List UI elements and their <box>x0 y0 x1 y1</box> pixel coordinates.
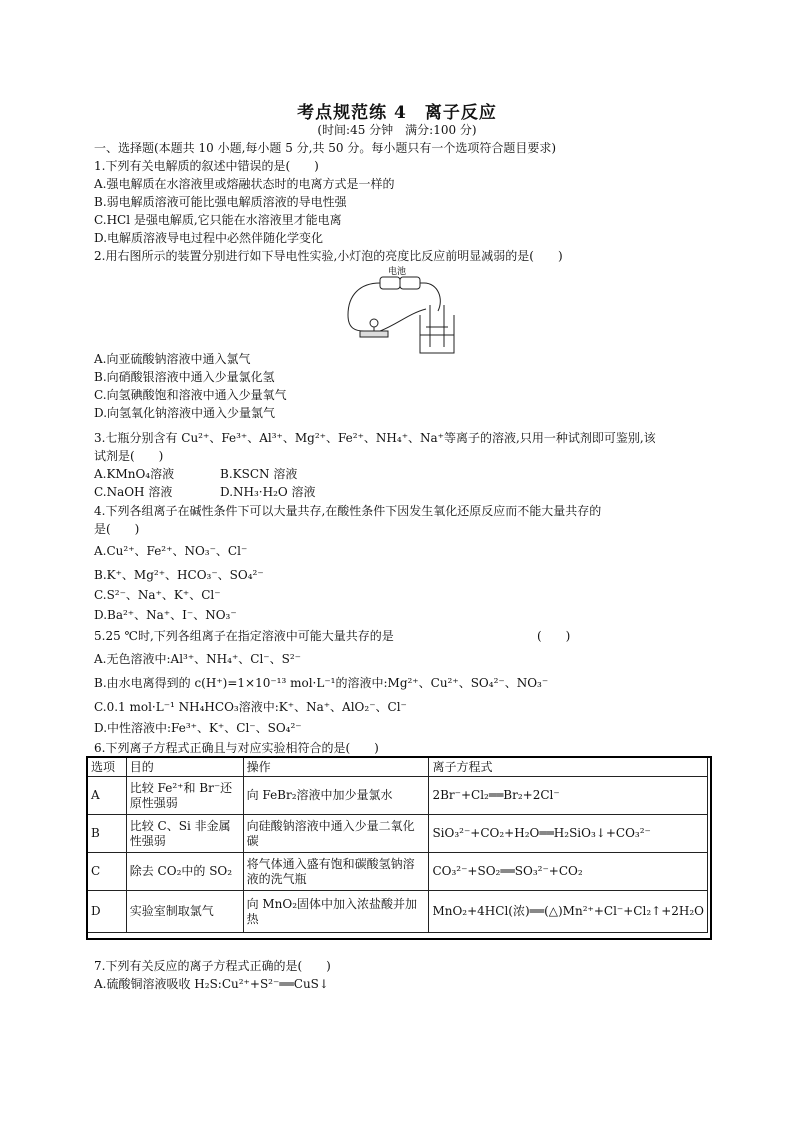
question-5-option-b: B.由水电离得到的 c(H⁺)=1×10⁻¹³ mol·L⁻¹的溶液中:Mg²⁺、Cu²⁺、SO₄²⁻、NO₃⁻ <box>94 676 549 690</box>
circuit-wires <box>348 283 440 331</box>
table-cell: 比较 Fe²⁺和 Br⁻还原性强弱 <box>126 777 243 815</box>
table-cell: 向 MnO₂固体中加入浓盐酸并加热 <box>243 891 429 933</box>
battery-label: 电池 <box>388 267 407 277</box>
question-2-option-a: A.向亚硫酸钠溶液中通入氯气 <box>94 352 251 366</box>
question-2-stem: 2.用右图所示的装置分别进行如下导电性实验,小灯泡的亮度比反应前明显减弱的是( ) <box>94 249 563 263</box>
table-cell: 比较 C、Si 非金属性强弱 <box>126 815 243 853</box>
table-cell: 向硅酸钠溶液中通入少量二氧化碳 <box>243 815 429 853</box>
section-intro: 一、选择题(本题共 10 小题,每小题 5 分,共 50 分。每小题只有一个选项符合题目要求) <box>94 141 557 155</box>
question-4-stem-line-1: 4.下列各组离子在碱性条件下可以大量共存,在酸性条件下因发生氧化还原反应而不能大量共存的 <box>94 504 602 518</box>
question-4-option-c: C.S²⁻、Na⁺、K⁺、Cl⁻ <box>94 588 221 602</box>
table-cell: 向 FeBr₂溶液中加少量氯水 <box>243 777 429 815</box>
lamp-switch-icon <box>360 319 388 337</box>
table-header-row <box>88 758 708 777</box>
table-cell: 实验室制取氯气 <box>126 891 243 933</box>
table-cell: D <box>88 891 127 933</box>
table-cell: A <box>88 777 127 815</box>
question-5-stem: 5.25 ℃时,下列各组离子在指定溶液中可能大量共存的是 <box>94 629 394 643</box>
table-cell: 除去 CO₂中的 SO₂ <box>126 853 243 891</box>
question-7-stem: 7.下列有关反应的离子方程式正确的是( ) <box>94 959 331 973</box>
conductivity-apparatus-diagram <box>346 265 458 357</box>
question-4-option-a: A.Cu²⁺、Fe²⁺、NO₃⁻、Cl⁻ <box>94 544 248 558</box>
question-2-option-d: D.向氢氧化钠溶液中通入少量氯气 <box>94 406 276 420</box>
question-6-stem: 6.下列离子方程式正确且与对应实验相符合的是( ) <box>94 741 379 755</box>
table-header-cell: 目的 <box>126 758 243 777</box>
table-row <box>88 891 708 933</box>
question-1-option-c: C.HCl 是强电解质,它只能在水溶液里才能电离 <box>94 213 342 227</box>
question-1-option-b: B.弱电解质溶液可能比强电解质溶液的导电性强 <box>94 195 347 209</box>
question-4-stem-line-2: 是( ) <box>94 522 140 536</box>
table-header-cell: 操作 <box>243 758 429 777</box>
question-3-stem-line-1: 3.七瓶分别含有 Cu²⁺、Fe³⁺、Al³⁺、Mg²⁺、Fe²⁺、NH₄⁺、Na⁺等离子的溶液,只用一种试剂即可鉴别,该 <box>94 431 656 445</box>
table-cell: 2Br⁻+Cl₂══Br₂+2Cl⁻ <box>429 777 708 815</box>
question-4-option-b: B.K⁺、Mg²⁺、HCO₃⁻、SO₄²⁻ <box>94 568 264 582</box>
table-cell: C <box>88 853 127 891</box>
table-header-cell: 选项 <box>88 758 127 777</box>
table-row <box>88 777 708 815</box>
page-title: 考点规范练 4 离子反应 <box>297 103 497 123</box>
question-1-stem: 1.下列有关电解质的叙述中错误的是( ) <box>94 159 319 173</box>
beaker-icon <box>420 305 454 353</box>
table-cell: 将气体通入盛有饱和碳酸氢钠溶液的洗气瓶 <box>243 853 429 891</box>
battery-icon <box>380 277 424 289</box>
table-cell: B <box>88 815 127 853</box>
question-2-option-c: C.向氢碘酸饱和溶液中通入少量氧气 <box>94 388 287 402</box>
question-4-option-d: D.Ba²⁺、Na⁺、I⁻、NO₃⁻ <box>94 608 237 622</box>
table-row <box>88 815 708 853</box>
question-3-option-a: A.KMnO₄溶液 <box>94 467 175 481</box>
table-cell: CO₃²⁻+SO₂══SO₃²⁻+CO₂ <box>429 853 708 891</box>
question-1-option-d: D.电解质溶液导电过程中必然伴随化学变化 <box>94 231 324 245</box>
question-5-option-c: C.0.1 mol·L⁻¹ NH₄HCO₃溶液中:K⁺、Na⁺、AlO₂⁻、Cl⁻ <box>94 700 407 714</box>
table-header-cell: 离子方程式 <box>429 758 708 777</box>
question-5-option-a: A.无色溶液中:Al³⁺、NH₄⁺、Cl⁻、S²⁻ <box>94 652 302 666</box>
table-cell: MnO₂+4HCl(浓)══(△)Mn²⁺+Cl⁻+Cl₂↑+2H₂O <box>429 891 708 933</box>
question-3-option-b: B.KSCN 溶液 <box>220 467 298 481</box>
question-2-option-b: B.向硝酸银溶液中通入少量氯化氢 <box>94 370 275 384</box>
question-3-option-c: C.NaOH 溶液 <box>94 485 173 499</box>
question-1-option-a: A.强电解质在水溶液里或熔融状态时的电离方式是一样的 <box>94 177 395 191</box>
table-row <box>88 853 708 891</box>
question-5-paren: ( ) <box>537 629 571 643</box>
question-7-option-a: A.硫酸铜溶液吸收 H₂S:Cu²⁺+S²⁻══CuS↓ <box>94 977 329 991</box>
page-subtitle: (时间:45 分钟 满分:100 分) <box>317 123 477 137</box>
question-3-stem-line-2: 试剂是( ) <box>94 449 164 463</box>
question-5-option-d: D.中性溶液中:Fe³⁺、K⁺、Cl⁻、SO₄²⁻ <box>94 721 302 735</box>
table-cell: SiO₃²⁻+CO₂+H₂O══H₂SiO₃↓+CO₃²⁻ <box>429 815 708 853</box>
question-3-option-d: D.NH₃·H₂O 溶液 <box>220 485 316 499</box>
question-6-table <box>87 757 708 933</box>
